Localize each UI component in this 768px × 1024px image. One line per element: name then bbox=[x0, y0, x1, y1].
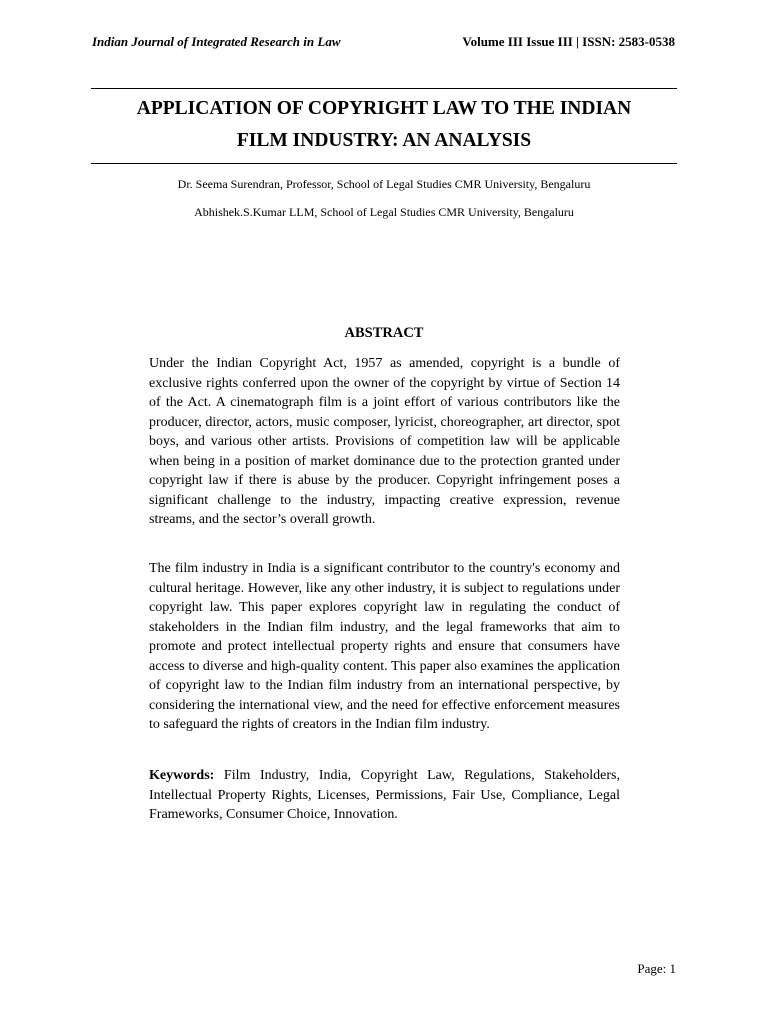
abstract-paragraph-2: The film industry in India is a significant contributor to the country's economy and cultural heritage. However, like any other industry, it is subject to regulations under copyright law. This paper explores copyright law in regulating the conduct of stakeholders in the Indian film industry, and the legal frameworks that aim to promote and protect intellectual property rights and ensure that consumers have access to diverse and high-quality content. This paper also examines the application of copyright law to the Indian film industry from an international perspective, by considering the international view, and the need for effective enforcement measures to safeguard the rights of creators in the Indian film industry. bbox=[149, 561, 620, 732]
author-affiliation-1: Dr. Seema Surendran, Professor, School of Legal Studies CMR University, Bengaluru bbox=[177, 177, 591, 191]
page-number: Page: 1 bbox=[637, 961, 676, 976]
paper-title-line-2: FILM INDUSTRY: AN ANALYSIS bbox=[236, 130, 532, 151]
volume-issn-info: Volume III Issue III | ISSN: 2583-0538 bbox=[462, 34, 675, 49]
paper-title bbox=[91, 93, 677, 157]
abstract-paragraph-1: Under the Indian Copyright Act, 1957 as amended, copyright is a bundle of exclusive rights conferred upon the owner of the copyright by virtue of Section 14 of the Act. A cinematograph film is a joint effort of various contributors like the producer, director, actors, music composer, lyricist, choreographer, art director, spot boys, and various other artists. Provisions of competition law will be applicable when being in a position of market dominance due to the protection granted under copyright law if there is abuse by the producer. Copyright infringement poses a significant challenge to the industry, impacting creative expression, revenue streams, and the sector’s overall growth. bbox=[149, 356, 620, 527]
author-affiliation-2: Abhishek.S.Kumar LLM, School of Legal Studies CMR University, Bengaluru bbox=[194, 205, 574, 219]
paper-title-line-1: APPLICATION OF COPYRIGHT LAW TO THE INDIAN bbox=[136, 98, 632, 119]
abstract-heading: ABSTRACT bbox=[344, 325, 424, 341]
keywords-list: Film Industry, India, Copyright Law, Regulations, Stakeholders, Intellectual Property Rights, Licenses, Permissions, Fair Use, Compliance, Legal Frameworks, Consumer Choice, Innovation. bbox=[149, 768, 620, 822]
keywords-label: Keywords: bbox=[149, 768, 215, 783]
title-bottom-rule bbox=[91, 163, 677, 164]
keywords-paragraph bbox=[149, 766, 620, 825]
title-top-rule bbox=[91, 88, 677, 89]
journal-name: Indian Journal of Integrated Research in Law bbox=[92, 34, 341, 49]
